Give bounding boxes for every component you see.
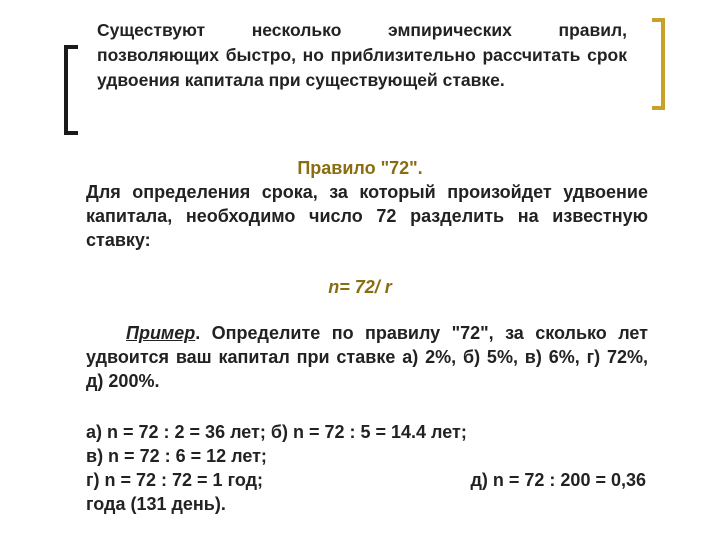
answers-block <box>86 420 648 516</box>
rule-title: Правило "72". <box>297 158 423 178</box>
example-text: . Определите по правилу "72", за сколько лет удвоится ваш капитал при ставке а) 2%, б) 5%, в) 6%, г) 72%, д) 200%. <box>86 323 648 391</box>
answer-line-2: в) n = 72 : 6 = 12 лет; <box>86 446 267 466</box>
answer-line-3 <box>86 468 646 492</box>
answer-d: д) n = 72 : 200 = 0,36 <box>470 470 646 490</box>
rule-description: Для определения срока, за который произойдет удвоение капитала, необходимо число 72 разделить на известную ставку: <box>86 182 648 250</box>
answer-line-4: года (131 день). <box>86 494 226 514</box>
answer-line-1: а) n = 72 : 2 = 36 лет; б) n = 72 : 5 = 14.4 лет; <box>86 422 467 442</box>
formula: n= 72/ r <box>328 277 392 297</box>
example-label: Пример <box>126 323 196 343</box>
example-paragraph <box>86 321 648 393</box>
right-bracket-decoration <box>652 18 665 110</box>
intro-text: Существуют несколько эмпирических правил, позволяющих быстро, но приблизительно рассчитать срок удвоения капитала при существующей ставке. <box>97 20 627 90</box>
answer-g: г) n = 72 : 72 = 1 год; <box>86 470 264 490</box>
left-bracket-decoration <box>64 45 78 135</box>
